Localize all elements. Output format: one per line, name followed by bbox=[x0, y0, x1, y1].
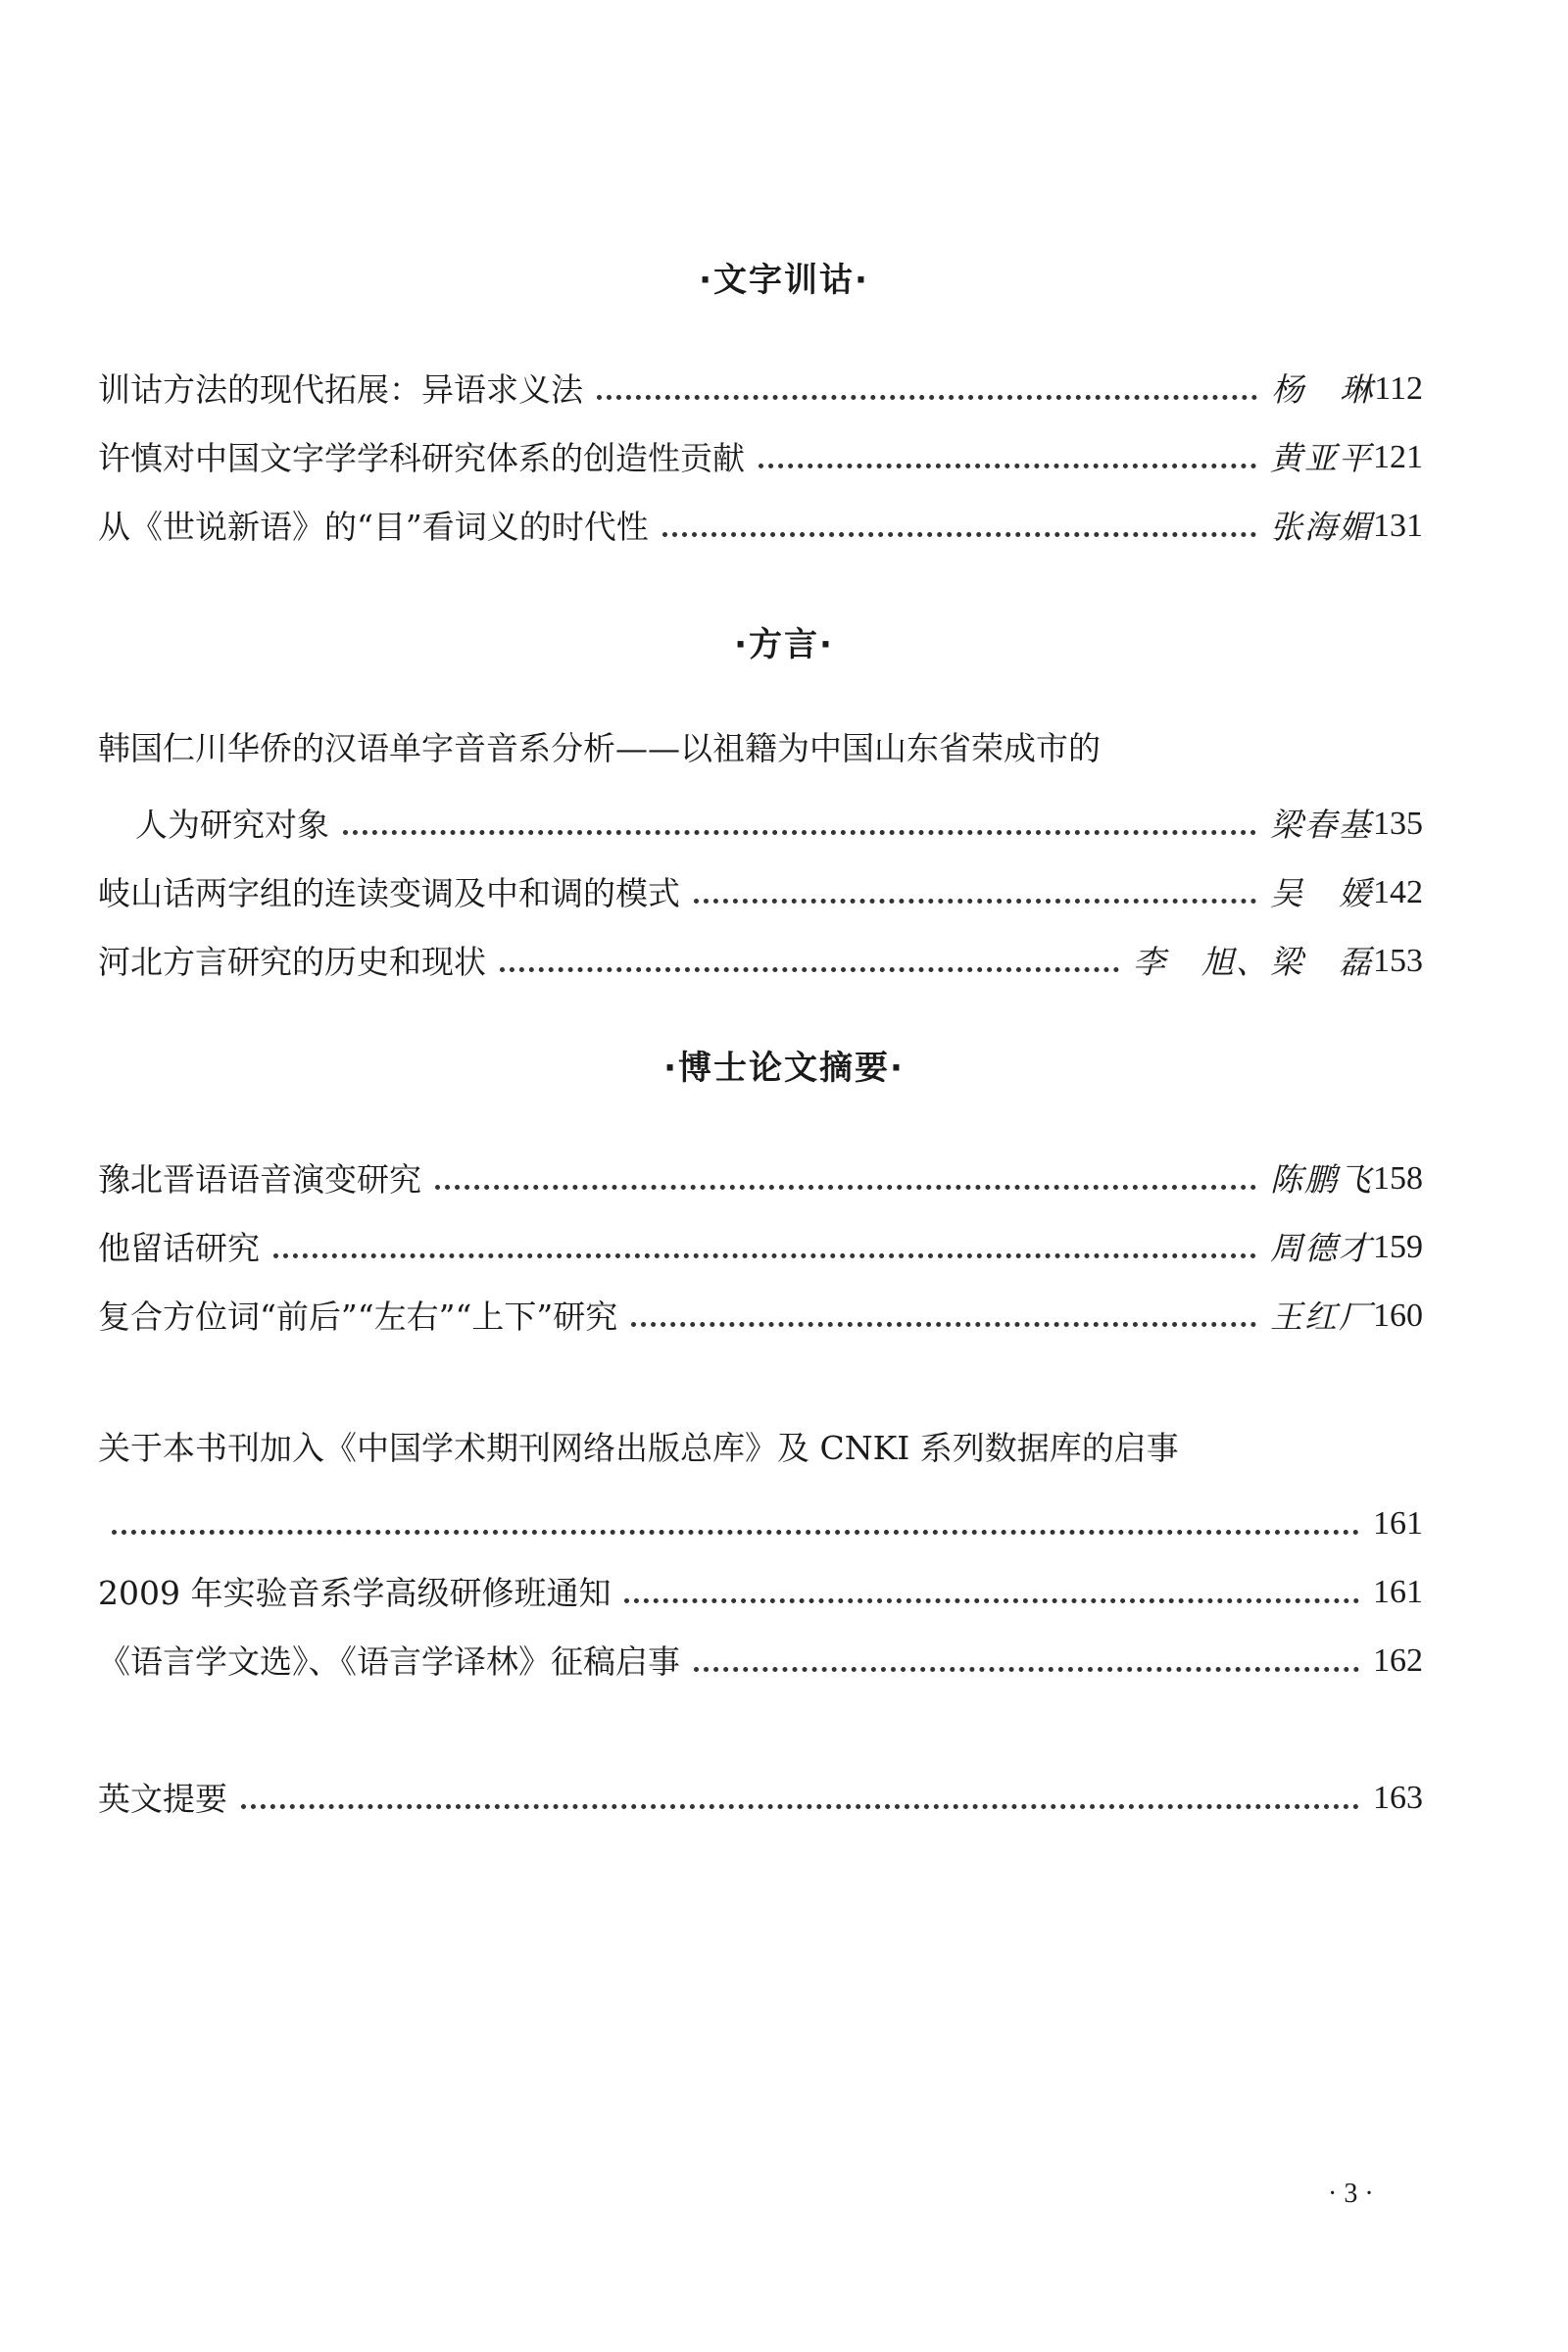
section-heading-boshi-lunwen: ·博士论文摘要· bbox=[663, 1049, 905, 1088]
entry-page: 131 bbox=[1373, 508, 1423, 545]
toc-entry[interactable] bbox=[98, 927, 1423, 982]
entry-title: 他留话研究 bbox=[98, 1229, 260, 1268]
entry-title: 岐山话两字组的连读变调及中和调的模式 bbox=[98, 874, 680, 913]
dot-leader bbox=[624, 1598, 1359, 1603]
dot-leader bbox=[597, 395, 1257, 400]
toc-entry[interactable] bbox=[98, 492, 1423, 547]
dot-leader bbox=[500, 967, 1119, 972]
toc-entry[interactable] bbox=[98, 1282, 1423, 1337]
entry-author: 周德才 bbox=[1270, 1229, 1373, 1268]
dot-leader bbox=[694, 1667, 1359, 1672]
section-heading-fangyan: ·方言· bbox=[734, 625, 834, 664]
toc-entry[interactable] bbox=[98, 423, 1423, 478]
dot-leader bbox=[694, 899, 1256, 904]
entry-author: 王红厂 bbox=[1270, 1298, 1373, 1337]
entry-title-line1[interactable]: 韩国仁川华侨的汉语单字音音系分析——以祖籍为中国山东省荣成市的 bbox=[98, 729, 1101, 767]
toc-entry[interactable] bbox=[98, 1213, 1423, 1268]
entry-title: 复合方位词“前后”“左右”“上下”研究 bbox=[98, 1298, 618, 1337]
entry-page: 142 bbox=[1373, 874, 1423, 911]
entry-author: 陈鹏飞 bbox=[1270, 1160, 1373, 1200]
dot-leader bbox=[435, 1185, 1256, 1190]
entry-page: 135 bbox=[1373, 806, 1423, 843]
entry-author: 杨 琳 bbox=[1271, 370, 1375, 410]
entry-page: 112 bbox=[1374, 370, 1423, 408]
dot-leader bbox=[631, 1322, 1256, 1327]
entry-author: 李 旭、梁 磊 bbox=[1133, 943, 1373, 982]
notice-title-line1[interactable]: 关于本书刊加入《中国学术期刊网络出版总库》及 CNKI 系列数据库的启事 bbox=[98, 1429, 1179, 1467]
toc-notice[interactable] bbox=[98, 1490, 1423, 1544]
dot-leader bbox=[662, 532, 1256, 537]
toc-notice[interactable] bbox=[98, 1558, 1423, 1613]
entry-title: 英文提要 bbox=[98, 1780, 227, 1819]
entry-title: 人为研究对象 bbox=[135, 806, 329, 845]
entry-page: 162 bbox=[1373, 1642, 1423, 1680]
entry-page: 121 bbox=[1373, 439, 1423, 476]
dot-leader bbox=[112, 1530, 1359, 1535]
entry-page: 159 bbox=[1373, 1229, 1423, 1266]
entry-author: 梁春基 bbox=[1270, 806, 1373, 845]
dot-leader bbox=[273, 1253, 1256, 1258]
page-number: · 3 · bbox=[1328, 2179, 1374, 2209]
entry-author: 吴 媛 bbox=[1270, 874, 1373, 913]
entry-page: 163 bbox=[1373, 1780, 1423, 1817]
dot-leader bbox=[759, 464, 1256, 468]
toc-notice[interactable] bbox=[98, 1764, 1423, 1819]
entry-page: 161 bbox=[1373, 1505, 1423, 1543]
toc-notice[interactable] bbox=[98, 1627, 1423, 1682]
entry-title: 河北方言研究的历史和现状 bbox=[98, 943, 486, 982]
entry-author: 黄亚平 bbox=[1270, 439, 1373, 478]
entry-page: 153 bbox=[1373, 943, 1423, 980]
entry-page: 160 bbox=[1373, 1298, 1423, 1335]
toc-entry[interactable] bbox=[98, 1145, 1423, 1200]
entry-title: 豫北晋语语音演变研究 bbox=[98, 1160, 421, 1200]
entry-page: 161 bbox=[1373, 1574, 1423, 1611]
entry-title: 从《世说新语》的“目”看词义的时代性 bbox=[98, 508, 649, 547]
dot-leader bbox=[343, 830, 1256, 835]
toc-entry[interactable] bbox=[98, 355, 1423, 410]
entry-title: 2009 年实验音系学高级研修班通知 bbox=[98, 1574, 612, 1613]
entry-author: 张海媚 bbox=[1270, 508, 1373, 547]
section-heading-wenzi-xungu: ·文字训诂· bbox=[699, 261, 869, 300]
entry-page: 158 bbox=[1373, 1160, 1423, 1198]
toc-entry[interactable] bbox=[135, 790, 1423, 845]
entry-title: 许慎对中国文字学学科研究体系的创造性贡献 bbox=[98, 439, 745, 478]
entry-title: 《语言学文选》、《语言学译林》征稿启事 bbox=[98, 1642, 680, 1682]
toc-entry[interactable] bbox=[98, 858, 1423, 913]
entry-title: 训诂方法的现代拓展：异语求义法 bbox=[98, 370, 583, 410]
dot-leader bbox=[241, 1804, 1359, 1809]
